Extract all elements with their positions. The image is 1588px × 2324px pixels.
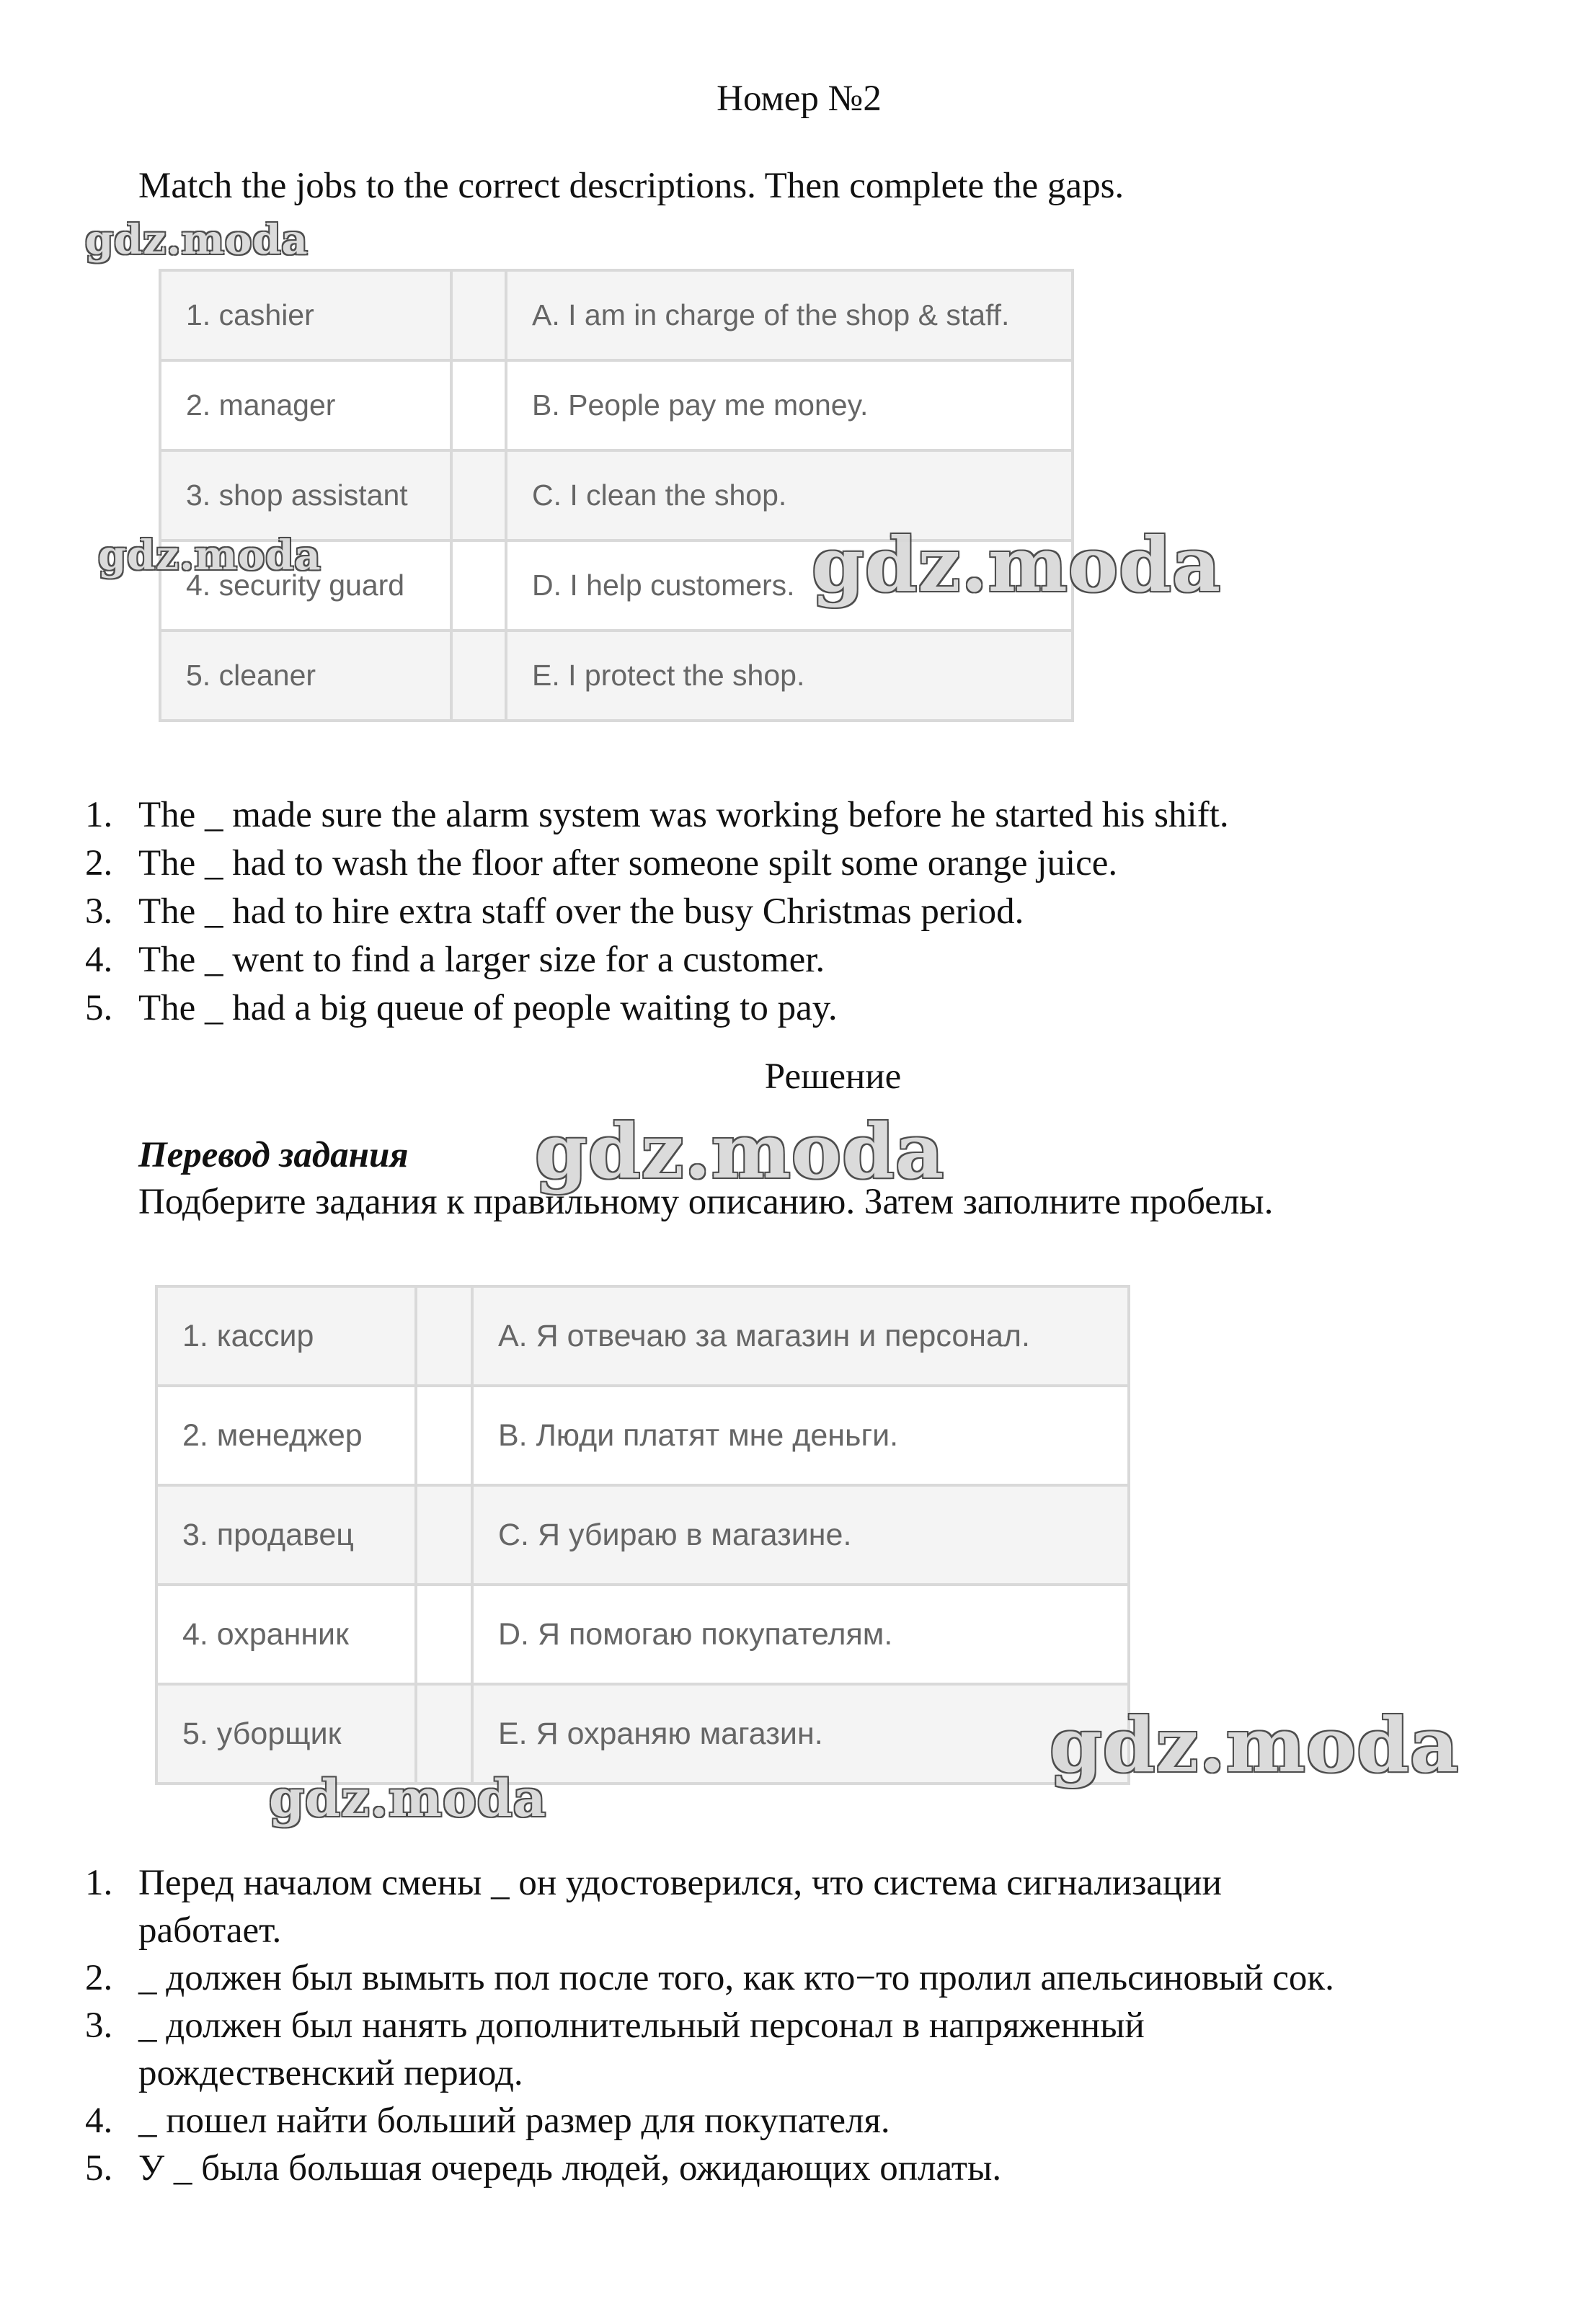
item-number: 4. [85, 2101, 113, 2141]
list-item [0, 2002, 1334, 2097]
answer-cell [451, 270, 506, 360]
list-item [0, 984, 1229, 1033]
sentences-list-russian [0, 1859, 1334, 2192]
item-number: 2. [85, 843, 113, 883]
watermark: gdz.moda [98, 532, 321, 579]
job-cell: 4. security guard [160, 540, 451, 631]
item-number: 5. [85, 988, 113, 1028]
jobs-table-russian [155, 1285, 1130, 1785]
job-cell: 3. shop assistant [160, 450, 451, 540]
table-row [156, 1585, 1129, 1684]
list-item [0, 936, 1229, 984]
item-text: The _ went to find a larger size for a customer. [138, 940, 825, 980]
answer-cell [416, 1585, 472, 1684]
list-item [0, 2097, 1334, 2145]
item-number: 3. [85, 2005, 113, 2046]
list-item [0, 791, 1229, 840]
table-row [156, 1386, 1129, 1485]
table-row [160, 631, 1073, 721]
watermark: gdz.moda [535, 1107, 945, 1196]
sentences-list-english [0, 791, 1229, 1033]
translation-instruction: Подберите задания к правильному описанию. Затем заполните пробелы. [138, 1182, 1274, 1222]
item-text: The _ had to hire extra staff over the busy Christmas period. [138, 891, 1024, 932]
answer-cell [451, 360, 506, 450]
watermark: gdz.moda [85, 216, 309, 264]
job-cell: 1. cashier [160, 270, 451, 360]
answer-cell [416, 1286, 472, 1386]
item-number: 3. [85, 891, 113, 932]
item-number: 5. [85, 2148, 113, 2189]
item-number: 4. [85, 940, 113, 980]
item-text: _ должен был нанять дополнительный персонал в напряженный [138, 2005, 1145, 2046]
answer-cell [451, 450, 506, 540]
description-cell: E. I protect the shop. [506, 631, 1073, 721]
table-row [160, 360, 1073, 450]
job-cell: 5. cleaner [160, 631, 451, 721]
translation-heading: Перевод задания [138, 1135, 409, 1175]
description-cell: A. I am in charge of the shop & staff. [506, 270, 1073, 360]
item-text: The _ had to wash the floor after someone spilt some orange juice. [138, 843, 1118, 883]
job-cell: 5. уборщик [156, 1684, 416, 1784]
watermark: gdz.moda [1050, 1701, 1460, 1789]
item-number: 1. [85, 795, 113, 835]
watermark: gdz.moda [269, 1768, 547, 1828]
job-cell: 2. менеджер [156, 1386, 416, 1485]
description-cell: A. Я отвечаю за магазин и персонал. [472, 1286, 1129, 1386]
item-number: 2. [85, 1958, 113, 1998]
description-cell: B. People pay me money. [506, 360, 1073, 450]
description-cell: D. Я помогаю покупателям. [472, 1585, 1129, 1684]
task-instruction: Match the jobs to the correct descriptions. Then complete the gaps. [138, 166, 1125, 206]
item-text-continuation: работает. [138, 1910, 282, 1951]
description-cell: C. Я убираю в магазине. [472, 1485, 1129, 1585]
answer-cell [451, 540, 506, 631]
answer-cell [451, 631, 506, 721]
item-text: _ пошел найти больший размер для покупателя. [138, 2101, 890, 2141]
list-item [0, 1954, 1334, 2002]
job-cell: 1. кассир [156, 1286, 416, 1386]
item-text: The _ made sure the alarm system was working before he started his shift. [138, 795, 1229, 835]
item-number: 1. [85, 1863, 113, 1903]
page-title: Номер №2 [717, 79, 882, 119]
answer-cell [416, 1485, 472, 1585]
table-row [156, 1485, 1129, 1585]
table-row [156, 1286, 1129, 1386]
item-text: Перед началом смены _ он удостоверился, что система сигнализации [138, 1863, 1222, 1903]
jobs-table-english [159, 269, 1074, 722]
list-item [0, 2145, 1334, 2192]
job-cell: 3. продавец [156, 1485, 416, 1585]
item-text: У _ была большая очередь людей, ожидающих оплаты. [138, 2148, 1002, 2189]
list-item [0, 840, 1229, 888]
description-cell: B. Люди платят мне деньги. [472, 1386, 1129, 1485]
description-cell: D. I help customers. [506, 540, 1073, 631]
description-cell: E. Я охраняю магазин. [472, 1684, 1129, 1784]
job-cell: 2. manager [160, 360, 451, 450]
answer-cell [416, 1386, 472, 1485]
list-item [0, 1859, 1334, 1954]
solution-heading: Решение [764, 1056, 902, 1097]
job-cell: 4. охранник [156, 1585, 416, 1684]
list-item [0, 888, 1229, 936]
table-row [160, 270, 1073, 360]
description-cell: C. I clean the shop. [506, 450, 1073, 540]
item-text: The _ had a big queue of people waiting to pay. [138, 988, 838, 1028]
item-text-continuation: рождественский период. [138, 2053, 523, 2093]
item-text: _ должен был вымыть пол после того, как кто−то пролил апельсиновый сок. [138, 1958, 1334, 1998]
watermark: gdz.moda [812, 520, 1222, 609]
